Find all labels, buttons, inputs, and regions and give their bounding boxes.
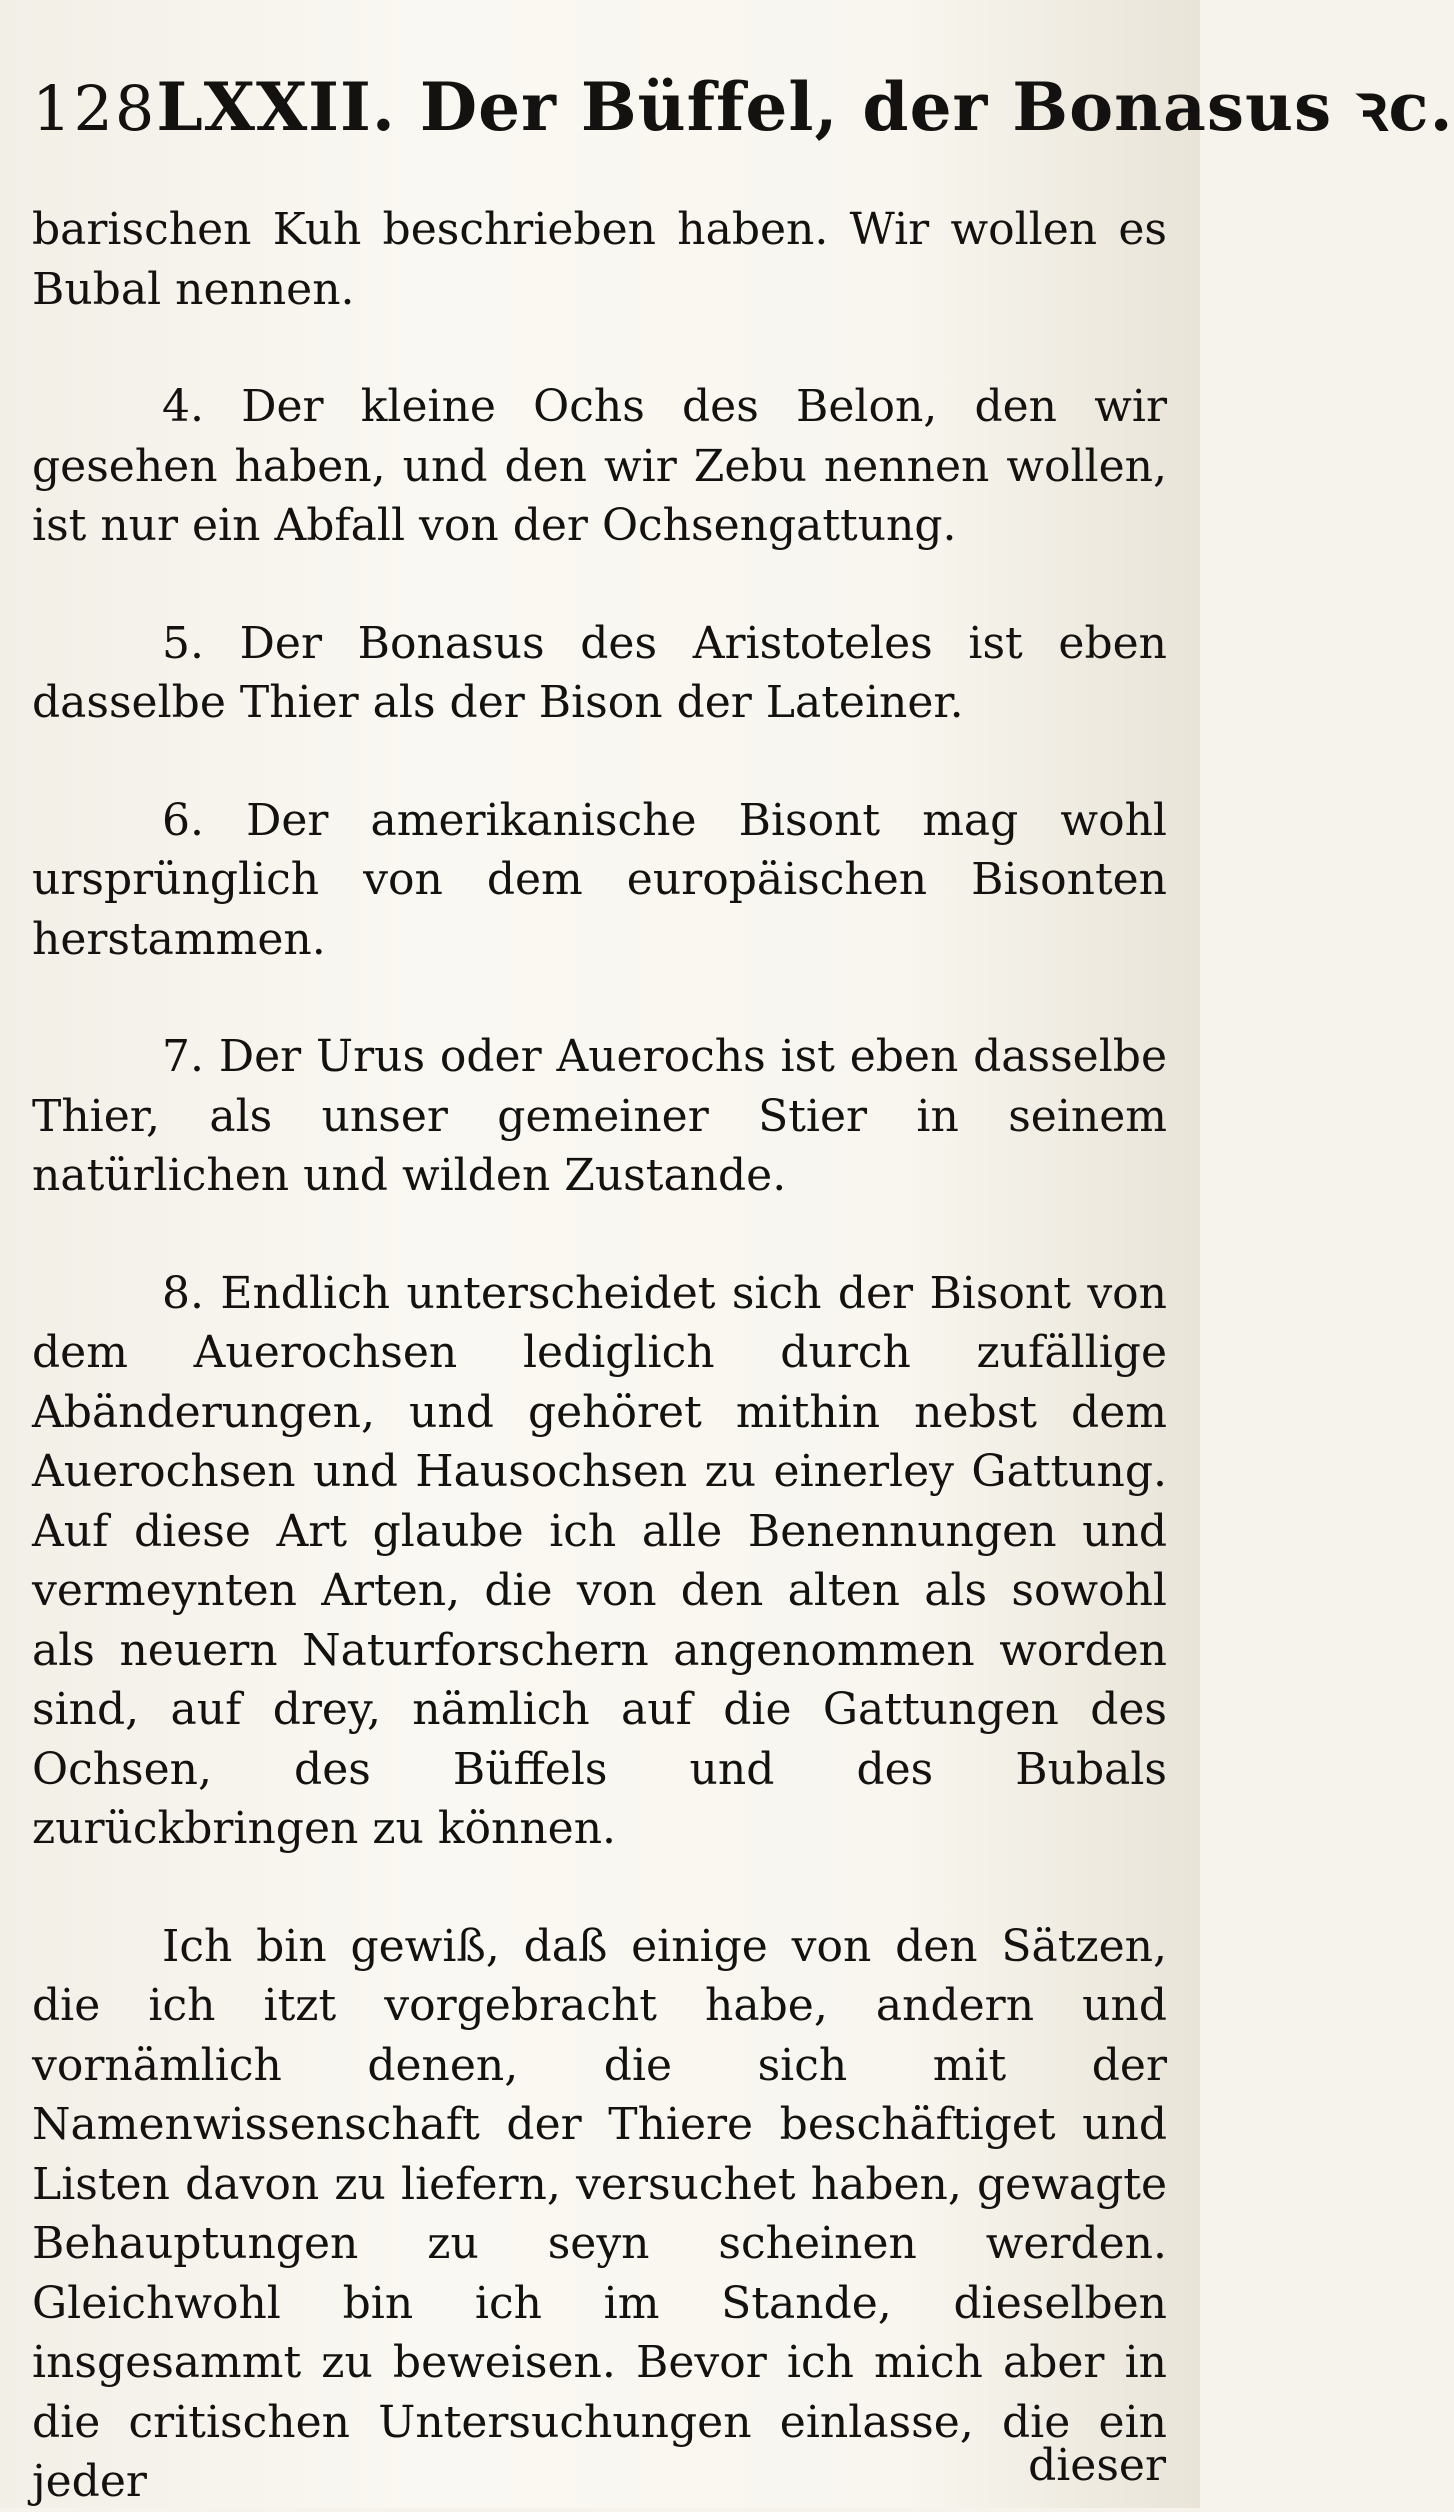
paragraph-continuation: barischen Kuh beschrieben haben. Wir wollen es Bubal nennen. — [32, 204, 1167, 315]
paragraph-point-6: 6. Der amerikanische Bisont mag wohl ursprünglich von dem europäischen Bisonten herstammen. — [32, 794, 1167, 965]
paragraph-point-7: 7. Der Urus oder Auerochs ist eben dasselbe Thier, als unser gemeiner Stier in seinem natürlichen und wilden Zustande. — [32, 1031, 1167, 1201]
catchword: dieser — [1028, 2440, 1166, 2491]
paragraph-closing: Ich bin gewiß, daß einige von den Sätzen, die ich itzt vorgebracht habe, andern und vornämlich denen, die sich mit der Namenwissenschaft der Thiere beschäftiget und Listen davon zu liefern, versuchet haben, gewagte Behauptungen zu seyn scheinen werden. Gleichwohl bin ich im Stande, dieselben insgesammt zu beweisen. Bevor ich mich aber in die critischen Untersuchungen einlasse, die ein jeder — [32, 1920, 1167, 2507]
paragraph-point-8: 8. Endlich unterscheidet sich der Bisont von dem Auerochsen lediglich durch zufällige Abänderungen, und gehöret mithin nebst dem Auerochsen und Hausochsen zu einerley Gattung. Auf diese Art glaube ich alle Benennungen und vermeynten Arten, die von den alten als sowohl als neuern Naturforschern angenommen worden sind, auf drey, nämlich auf die Gattungen des Ochsen, des Büffels und des Bubals zurückbringen zu können. — [32, 1267, 1167, 1854]
paragraph-point-5: 5. Der Bonasus des Aristoteles ist eben dasselbe Thier als der Bison der Lateiner. — [32, 617, 1167, 728]
running-head: LXXII. Der Büffel, der Bonasus ꝛc. — [156, 68, 1454, 146]
page-body — [32, 200, 1167, 2512]
paragraph-point-4: 4. Der kleine Ochs des Belon, den wir gesehen haben, und den wir Zebu nennen wollen, ist nur ein Abfall von der Ochsengattung. — [32, 381, 1167, 551]
page-number: 128 — [32, 72, 157, 145]
page-header — [32, 60, 1454, 150]
